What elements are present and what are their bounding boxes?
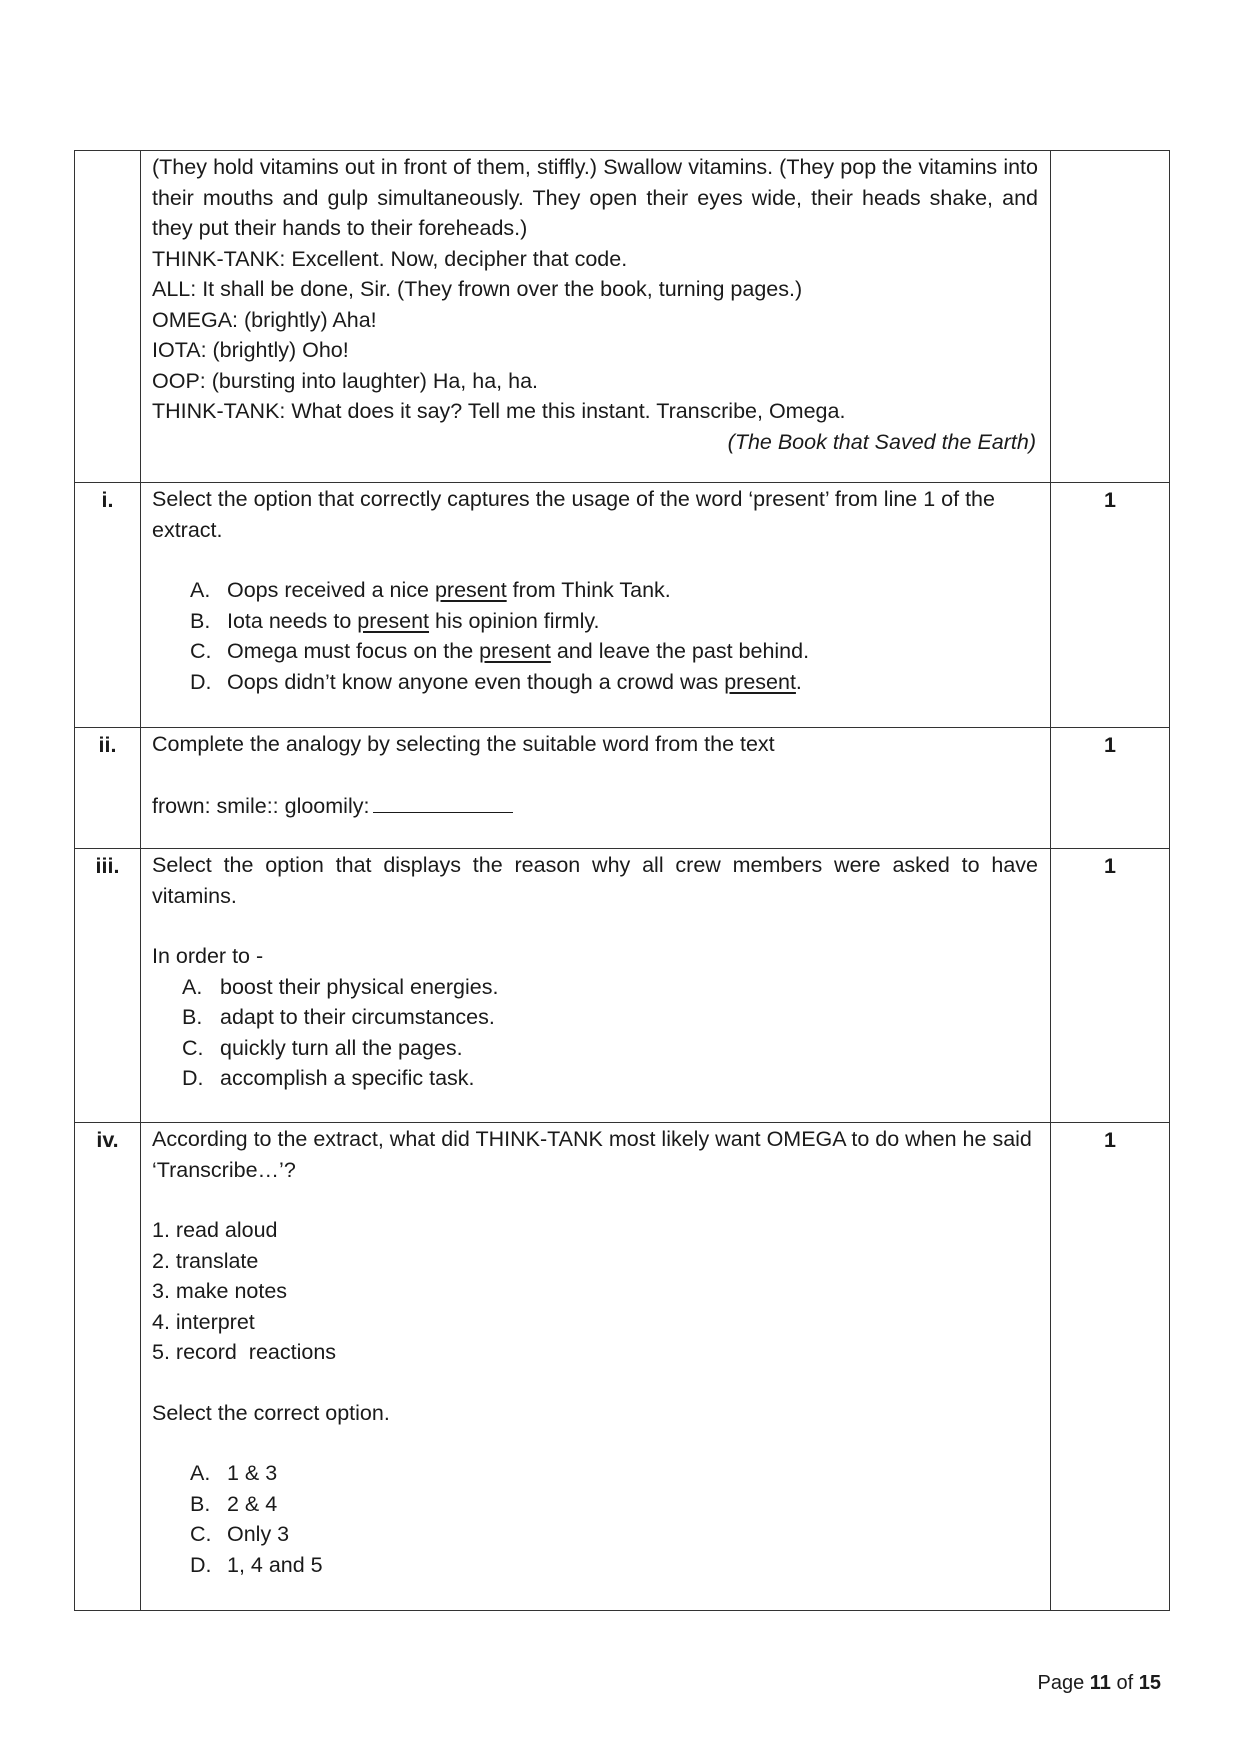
question-body <box>141 1123 1051 1611</box>
question-number: ii. <box>75 728 141 849</box>
numbered-item: 4. interpret <box>152 1309 255 1334</box>
question-marks: 1 <box>1051 1123 1170 1611</box>
option-text: Oops received a nice <box>227 578 435 602</box>
extract-row <box>75 151 1170 483</box>
option-text: Oops didn’t know anyone even though a crowd was <box>227 669 725 694</box>
option-b <box>152 606 1038 637</box>
extract-line: OOP: (bursting into laughter) Ha, ha, ha. <box>152 368 539 393</box>
option-letter: D. <box>190 1552 212 1577</box>
option-letter: A. <box>190 1461 211 1485</box>
question-marks: 1 <box>1051 728 1170 849</box>
option-d <box>152 1550 1038 1581</box>
option-text: Iota needs to <box>227 608 358 633</box>
option-text: 1, 4 and 5 <box>227 1552 323 1577</box>
option-text: quickly turn all the pages. <box>220 1035 463 1060</box>
question-row-iii <box>75 849 1170 1123</box>
option-text: Only 3 <box>227 1522 290 1546</box>
page-number: 11 <box>1089 1672 1111 1694</box>
options-list <box>152 972 1038 1094</box>
question-row-iv <box>75 1123 1170 1611</box>
options-list <box>152 1458 1038 1580</box>
question-number: iv. <box>75 1123 141 1611</box>
extract-line: OMEGA: (brightly) Aha! <box>152 307 377 332</box>
question-prompt: According to the extract, what did THINK-TANK most likely want OMEGA to do when he said ‘Transcribe…’? <box>152 1127 1032 1182</box>
option-letter: A. <box>190 578 211 602</box>
option-c <box>152 1519 1038 1550</box>
option-text: 2 & 4 <box>227 1491 278 1516</box>
option-c <box>152 636 1038 667</box>
extract-line: IOTA: (brightly) Oho! <box>152 338 349 362</box>
option-letter: C. <box>182 1035 204 1060</box>
option-a <box>152 575 1038 606</box>
of-label: of <box>1116 1672 1134 1694</box>
option-d <box>152 667 1038 698</box>
option-letter: D. <box>190 669 212 694</box>
underlined-word: present <box>434 578 507 602</box>
underlined-word: present <box>479 639 551 663</box>
analogy-line <box>152 790 1038 822</box>
question-body <box>141 728 1051 849</box>
option-c <box>152 1033 1038 1064</box>
option-text: from Think Tank. <box>506 578 671 602</box>
question-prompt: Complete the analogy by selecting the suitable word from the text <box>152 732 775 756</box>
option-text: accomplish a specific task. <box>220 1066 475 1090</box>
option-b <box>152 1489 1038 1520</box>
underlined-word: present <box>724 669 796 694</box>
question-marks: 1 <box>1051 849 1170 1123</box>
extract-intro: (They hold vitamins out in front of them, stiffly.) Swallow vitamins. (They pop the vitamins into their mouths and gulp simultaneously. They open their eyes wide, their heads shake, and they put their hands to their foreheads.) <box>152 155 1038 240</box>
numbered-item: 5. record reactions <box>152 1340 337 1364</box>
options-list <box>152 575 1038 697</box>
option-text: 1 & 3 <box>227 1461 278 1485</box>
question-body <box>141 849 1051 1123</box>
question-row-ii <box>75 728 1170 849</box>
analogy-text: frown: smile:: gloomily: <box>152 793 370 818</box>
extract-number-cell <box>75 151 141 483</box>
numbered-item: 2. translate <box>152 1248 259 1273</box>
option-letter: B. <box>182 1005 203 1029</box>
question-body <box>141 483 1051 728</box>
question-prompt: Select the option that correctly captures the usage of the word ‘present’ from line 1 of the extract. <box>152 487 995 542</box>
question-instruction: Select the correct option. <box>152 1400 390 1425</box>
page-label: Page <box>1037 1672 1085 1694</box>
underlined-word: present <box>357 608 430 633</box>
option-d <box>152 1063 1038 1094</box>
extract-line: THINK-TANK: Excellent. Now, decipher that code. <box>152 246 628 271</box>
page-footer <box>1038 1672 1162 1695</box>
extract-text-cell <box>141 151 1051 483</box>
question-number: iii. <box>75 849 141 1123</box>
extract-line: ALL: It shall be done, Sir. (They frown over the book, turning pages.) <box>152 277 803 301</box>
total-pages: 15 <box>1138 1672 1161 1694</box>
option-letter: B. <box>190 608 211 633</box>
question-prompt: Select the option that displays the reason why all crew members were asked to have vitamins. <box>152 853 1038 908</box>
option-text: and leave the past behind. <box>550 639 810 663</box>
question-table <box>74 150 1170 1611</box>
option-letter: D. <box>182 1066 204 1090</box>
numbered-item: 3. make notes <box>152 1279 288 1303</box>
question-number: i. <box>75 483 141 728</box>
extract-marks-cell <box>1051 151 1170 483</box>
option-text: Omega must focus on the <box>227 639 480 663</box>
option-letter: B. <box>190 1491 211 1516</box>
extract-line: THINK-TANK: What does it say? Tell me this instant. Transcribe, Omega. <box>152 399 846 423</box>
extract-source: (The Book that Saved the Earth) <box>727 429 1036 454</box>
question-marks: 1 <box>1051 483 1170 728</box>
option-b <box>152 1002 1038 1033</box>
numbered-item: 1. read aloud <box>152 1218 278 1242</box>
answer-blank <box>373 790 513 813</box>
question-lead: In order to - <box>152 944 264 968</box>
option-letter: C. <box>190 1522 212 1546</box>
option-letter: C. <box>190 639 212 663</box>
option-text: adapt to their circumstances. <box>220 1005 495 1029</box>
option-text: his opinion firmly. <box>429 608 600 633</box>
option-a <box>152 972 1038 1003</box>
question-row-i <box>75 483 1170 728</box>
option-letter: A. <box>182 974 203 999</box>
option-a <box>152 1458 1038 1489</box>
option-text: . <box>795 669 802 694</box>
option-text: boost their physical energies. <box>220 974 499 999</box>
